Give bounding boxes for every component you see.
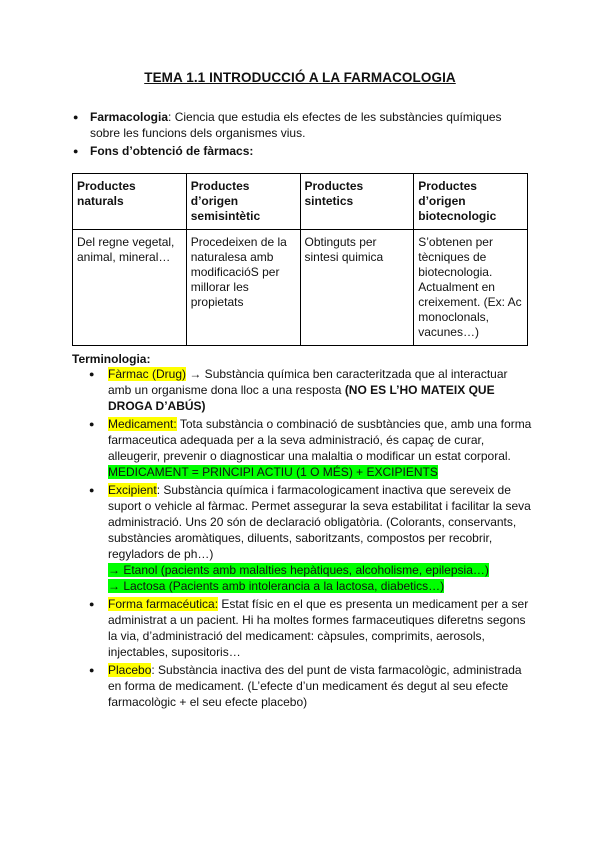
table-header: Productes d’origen semisintètic — [186, 174, 300, 230]
definition-placebo: : Substància inactiva des del punt de vista farmacològic, administrada en forma de medicament. (L’efecte d’un medicament és degut al seu efecte farmacològic + el seu efecte placebo) — [108, 663, 522, 709]
table-header: Productes d’origen biotecnologic — [414, 174, 528, 230]
list-item-excipient — [108, 482, 533, 594]
term-excipient: Excipient — [108, 483, 157, 497]
table-header-row — [73, 174, 528, 230]
list-item-farmac — [108, 366, 533, 414]
list-item-fons — [90, 143, 530, 159]
term-farmacologia: Farmacologia — [90, 110, 169, 124]
terminologia-heading: Terminologia: — [72, 352, 151, 366]
terminologia-list — [108, 366, 533, 712]
term-placebo: Placebo — [108, 663, 152, 677]
list-item-medicament — [108, 416, 533, 480]
table-header: Productes naturals — [73, 174, 187, 230]
page-title: TEMA 1.1 INTRODUCCIÓ A LA FARMACOLOGIA — [144, 70, 456, 85]
definition-medicament: Tota substància o combinació de susbtàncies que, amb una forma farmaceutica adequada per a la seva administració, és capaç de curar, alleugerir, prevenir o diagnosticar una malaltia o modificar un estat corporal. — [108, 417, 532, 463]
table-header: Productes sintetics — [300, 174, 414, 230]
term-farmac: Fàrmac (Drug) — [108, 367, 187, 381]
note-farmac: (NO ES L’HO MATEIX QUE DROGA D’ABÚS) — [108, 383, 495, 413]
term-forma: Forma farmacéutica: — [108, 597, 219, 611]
note-lactosa: → Lactosa (Pacients amb intolerancia a la lactosa, diabetics…) — [108, 579, 445, 593]
term-medicament: Medicament: — [108, 417, 177, 431]
definition-farmac: → Substància química ben caracteritzada que al interactuar amb un organisme dona lloc a una resposta — [108, 367, 508, 397]
list-item-farmacologia — [90, 109, 530, 141]
table-row — [73, 230, 528, 346]
note-etanol: → Etanol (pacients amb malalties hepàtiques, alcoholisme, epilepsia…) — [108, 563, 489, 577]
list-item-placebo — [108, 662, 533, 710]
formula-medicament: MEDICAMENT = PRINCIPI ACTIU (1 O MÉS) + EXCIPIENTS — [108, 465, 438, 479]
table-cell: S’obtenen per tècniques de biotecnologia. Actualment en creixement. (Ex: Ac monoclonals, vacunes…) — [414, 230, 528, 346]
definition-excipient: : Substància química i farmacologicament inactiva que sereveix de suport o vehicle al fàrmac. Permet assegurar la seva estabilitat i facilitar la seva administració. Uns 20 són de declaració obligatòria. (Colorants, conservants, substàncies aromàtiques, diluents, saboritzants, compostos per recobrir, regyladors de ph…) — [108, 483, 531, 561]
table-cell: Del regne vegetal, animal, mineral… — [73, 230, 187, 346]
list-item-forma — [108, 596, 533, 660]
heading-fons: Fons d’obtenció de fàrmacs: — [90, 144, 254, 158]
definition-farmacologia: : Ciencia que estudia els efectes de les substàncies químiques sobre les funcions dels organismes vius. — [90, 110, 502, 140]
definition-forma: Estat físic en el que es presenta un medicament per a ser administrat a un pacient. Hi ha moltes formes farmaceutiques diferetns segons la via, d’administració del medicament: càpsules, comprimits, aerosols, injectables, supositoris… — [108, 597, 529, 659]
table-cell: Procedeixen de la naturalesa amb modificacióS per millorar les propietats — [186, 230, 300, 346]
sources-table — [72, 173, 528, 346]
table-cell: Obtinguts per sintesi quimica — [300, 230, 414, 346]
intro-list — [90, 109, 530, 161]
